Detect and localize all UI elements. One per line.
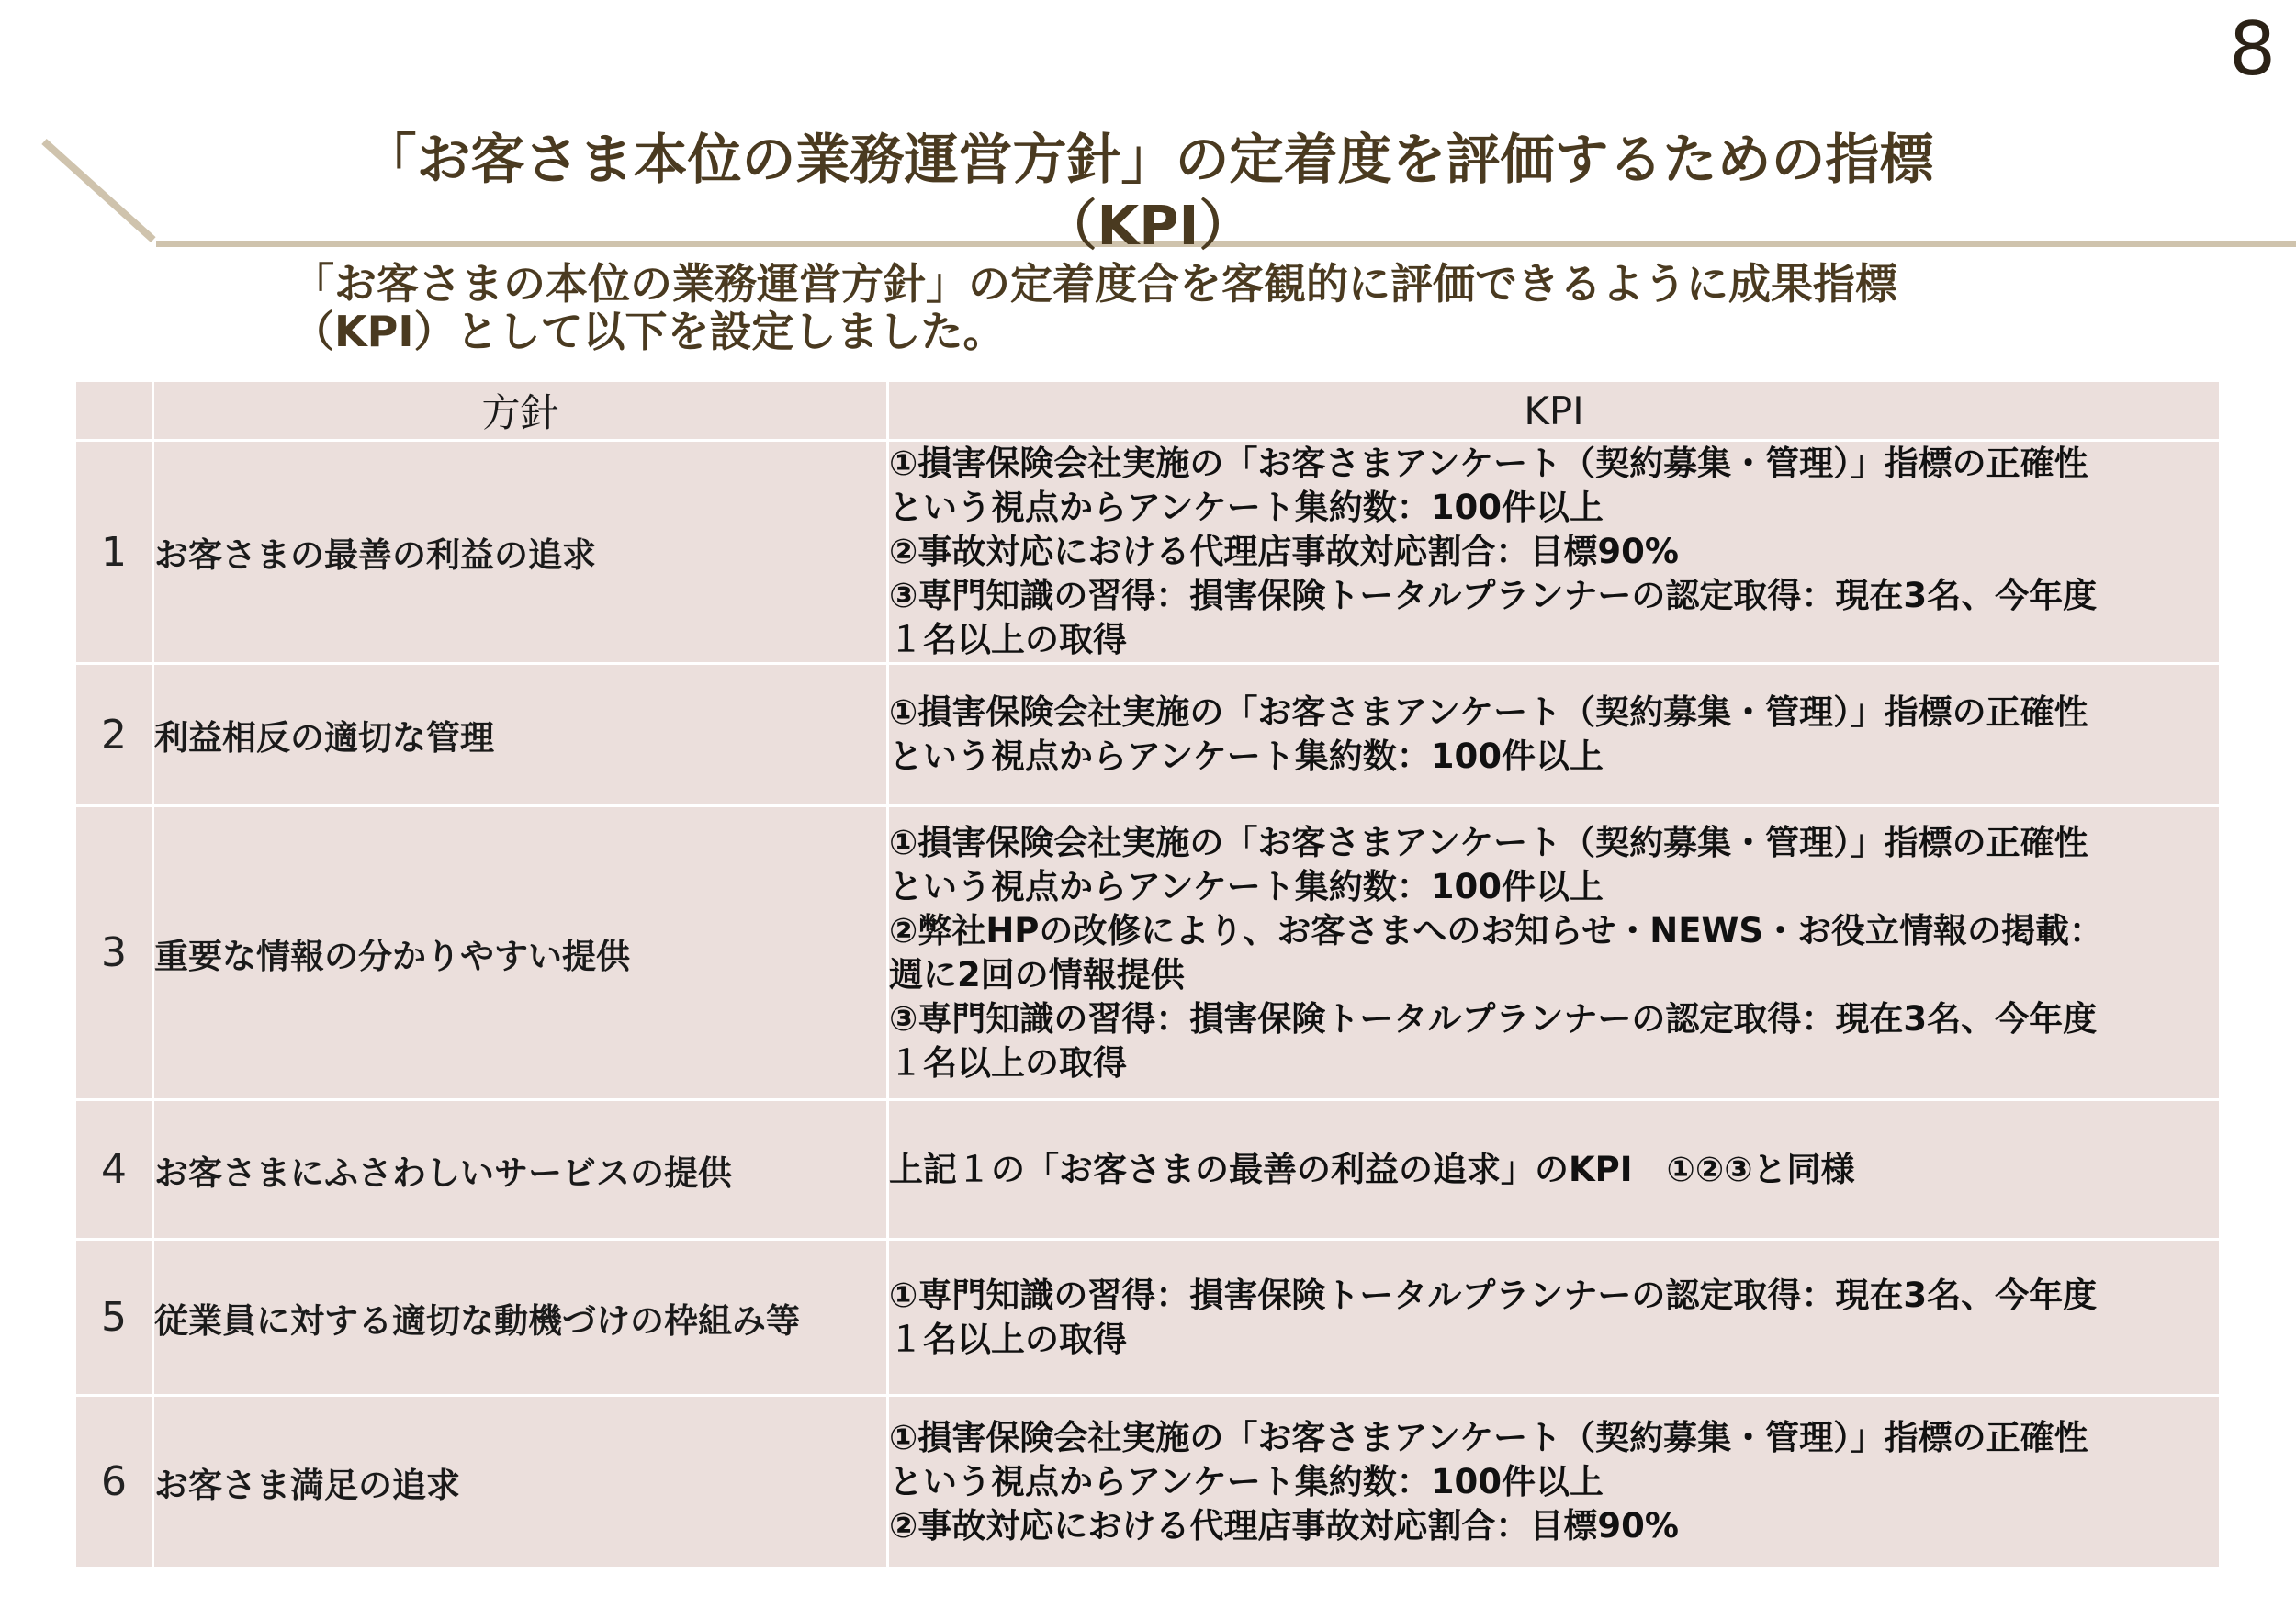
row-kpi: [888, 1240, 2221, 1396]
kpi-line: ③専門知識の習得：損害保険トータルプランナーの認定取得：現在3名、今年度: [889, 576, 2098, 615]
table-row: [75, 1240, 2221, 1396]
table-row: [75, 1100, 2221, 1240]
title-line-2: （KPI）: [1042, 194, 1254, 257]
kpi-line: ①損害保険会社実施の「お客さまアンケート（契約募集・管理）」指標の正確性: [889, 1417, 2088, 1457]
header-kpi: KPI: [888, 381, 2221, 441]
kpi-line: ①損害保険会社実施の「お客さまアンケート（契約募集・管理）」指標の正確性: [889, 822, 2088, 862]
table-row: [75, 664, 2221, 806]
kpi-line: 週に2回の情報提供: [889, 954, 1185, 995]
row-number: 2: [75, 664, 153, 806]
row-number: 4: [75, 1100, 153, 1240]
row-number: 5: [75, 1240, 153, 1396]
table-row: [75, 806, 2221, 1100]
row-kpi: [888, 806, 2221, 1100]
page-title: [165, 127, 2131, 259]
row-kpi: [888, 1100, 2221, 1240]
kpi-line: ②弊社HPの改修により、お客さまへのお知らせ・NEWS・お役立情報の掲載：: [889, 910, 2103, 950]
table-row: [75, 1396, 2221, 1568]
kpi-line: ①損害保険会社実施の「お客さまアンケート（契約募集・管理）」指標の正確性: [889, 692, 2088, 732]
kpi-line: ③専門知識の習得：損害保険トータルプランナーの認定取得：現在3名、今年度: [889, 998, 2098, 1039]
row-number: 6: [75, 1396, 153, 1568]
row-policy: 重要な情報の分かりやすい提供: [153, 806, 888, 1100]
decorative-diagonal-line: [41, 139, 155, 242]
table-header-row: [75, 381, 2221, 441]
kpi-line: 上記１の「お客さまの最善の利益の追求」のKPI ①②③と同様: [889, 1149, 1855, 1189]
page-number: 8: [2229, 6, 2276, 92]
page-subtitle: [292, 260, 2147, 355]
kpi-line: ①専門知識の習得：損害保険トータルプランナーの認定取得：現在3名、今年度: [889, 1275, 2098, 1315]
kpi-line: という視点からアンケート集約数：100件以上: [889, 488, 1604, 527]
row-kpi: [888, 441, 2221, 664]
kpi-line: という視点からアンケート集約数：100件以上: [889, 736, 1604, 776]
subtitle-line-1: 「お客さまの本位の業務運営方針」の定着度合を客観的に評価できるように成果指標: [292, 259, 1897, 309]
kpi-line: １名以上の取得: [889, 1319, 1127, 1359]
row-kpi: [888, 664, 2221, 806]
kpi-line: １名以上の取得: [889, 1042, 1127, 1083]
table-row: [75, 441, 2221, 664]
kpi-line: ①損害保険会社実施の「お客さまアンケート（契約募集・管理）」指標の正確性: [889, 444, 2088, 483]
title-line-1: 「お客さま本位の業務運営方針」の定着度を評価するための指標: [362, 128, 1934, 191]
row-number: 3: [75, 806, 153, 1100]
kpi-line: という視点からアンケート集約数：100件以上: [889, 866, 1604, 906]
row-policy: お客さまの最善の利益の追求: [153, 441, 888, 664]
kpi-line: ②事故対応における代理店事故対応割合：目標90%: [889, 1505, 1679, 1546]
row-kpi: [888, 1396, 2221, 1568]
kpi-line: １名以上の取得: [889, 620, 1127, 659]
subtitle-line-2: （KPI）として以下を設定しました。: [292, 307, 1006, 356]
row-policy: お客さまにふさわしいサービスの提供: [153, 1100, 888, 1240]
row-policy: 従業員に対する適切な動機づけの枠組み等: [153, 1240, 888, 1396]
kpi-table: [73, 379, 2222, 1569]
kpi-line: という視点からアンケート集約数：100件以上: [889, 1461, 1604, 1501]
row-number: 1: [75, 441, 153, 664]
row-policy: お客さま満足の追求: [153, 1396, 888, 1568]
kpi-line: ②事故対応における代理店事故対応割合：目標90%: [889, 532, 1679, 571]
header-number: [75, 381, 153, 441]
row-policy: 利益相反の適切な管理: [153, 664, 888, 806]
header-policy: 方針: [153, 381, 888, 441]
